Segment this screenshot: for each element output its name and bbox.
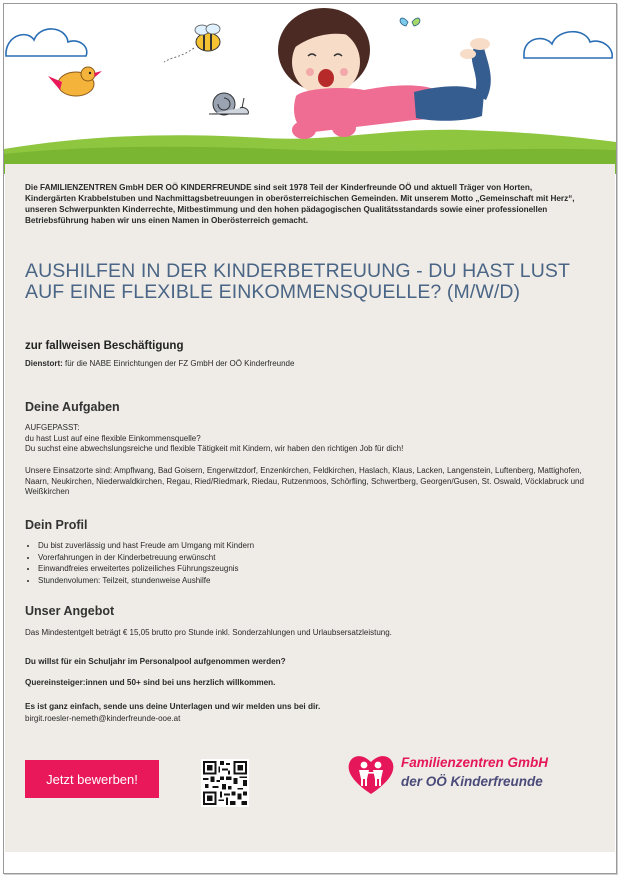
logo-line-1: Familienzentren GmbH xyxy=(401,755,549,770)
unterlagen-text: Es ist ganz einfach, sende uns deine Unterlagen und wir melden uns bei dir. xyxy=(25,702,321,711)
dienstort-label: Dienstort: xyxy=(25,359,63,368)
heart-children-logo xyxy=(347,752,395,796)
contact-email[interactable]: birgit.roesler-nemeth@kinderfreunde-ooe.at xyxy=(25,714,181,723)
cloud-left-icon xyxy=(6,29,87,56)
job-title: AUSHILFEN IN DER KINDERBETREUUNG - DU HAST LUST AUF EINE FLEXIBLE EINKOMMENSQUELLE? (M/W/D) xyxy=(25,260,570,303)
aufgaben-line: AUFGEPASST: xyxy=(25,423,80,432)
list-item: • Du bist zuverlässig und hast Freude am Umgang mit Kindern xyxy=(38,540,598,552)
qr-code[interactable] xyxy=(201,759,249,807)
company-logo xyxy=(347,752,597,796)
intro-paragraph: Die FAMILIENZENTREN GmbH DER OÖ KINDERFREUNDE sind seit 1978 Teil der Kinderfreunde OÖ und aktuell Träger von Horten, Kindergärten Krabbelstuben und Nachmittagsbetreuungen in oberösterreichischen Gemeinden. Mit unserem Motto „Gemeinschaft mit Herz“, unseren Schwerpunkten Kinderrechte, Mitbestimmung und den hohen pädagogischen Qualitätsstandards sowie einer professionellen Betriebsführung haben wir uns einen Namen in Oberösterreich gemacht. xyxy=(25,183,575,225)
list-item: • Stundenvolumen: Teilzeit, stundenweise Aushilfe xyxy=(38,575,598,587)
hero-illustration xyxy=(4,4,616,174)
personalpool-text: Du willst für ein Schuljahr im Personalpool aufgenommen werden? xyxy=(25,657,286,666)
angebot-text: Das Mindestentgelt beträgt € 15,05 brutto pro Stunde inkl. Sonderzahlungen und Urlaubsersatzleistung. xyxy=(25,628,392,637)
aufgaben-line: du hast Lust auf eine flexible Einkommensquelle? xyxy=(25,433,201,443)
cloud-right-icon xyxy=(524,32,612,58)
girl-illustration xyxy=(278,8,491,139)
apply-button[interactable]: Jetzt bewerben! xyxy=(25,760,159,798)
bee-icon xyxy=(164,24,220,62)
profil-heading: Dein Profil xyxy=(25,518,88,532)
content-panel xyxy=(5,164,615,852)
butterfly-icon xyxy=(400,18,420,26)
dienstort-line xyxy=(25,359,294,368)
aufgaben-heading: Deine Aufgaben xyxy=(25,400,120,414)
aufgaben-line: Du suchst eine abwechslungsreiche und flexible Tätigkeit mit Kindern, wir haben den richtigen Job für dich! xyxy=(25,444,404,453)
dienstort-value: für die NABE Einrichtungen der FZ GmbH der OÖ Kinderfreunde xyxy=(62,359,295,368)
angebot-heading: Unser Angebot xyxy=(25,604,115,618)
profil-list xyxy=(25,540,598,586)
list-item: • Einwandfreies erweitertes polizeiliches Führungszeugnis xyxy=(38,563,598,575)
list-item: • Vorerfahrungen in der Kinderbetreuung erwünscht xyxy=(38,552,598,564)
einsatzorte-text: Unsere Einsatzorte sind: Ampflwang, Bad Goisern, Engerwitzdorf, Enzenkirchen, Feldkirchen, Haslach, Klaus, Lacken, Langenstein, Luftenberg, Mattighofen, Naarn, Neukirchen, Niederwaldkirchen, Regau, Ried/Riedmark, Riedau, Rutzenmoos, Schörfling, Schwertberg, Georgen/Gusen, St. Oswald, Vöcklabruck und Weißkirchen xyxy=(25,466,584,496)
snail-icon xyxy=(209,93,248,115)
job-ad-page xyxy=(3,3,617,874)
bird-icon xyxy=(48,67,102,96)
aufgaben-text xyxy=(25,423,595,455)
employment-type: zur fallweisen Beschäftigung xyxy=(25,340,184,352)
logo-line-2: der OÖ Kinderfreunde xyxy=(401,774,543,789)
quereinsteiger-text: Quereinsteiger:innen und 50+ sind bei uns herzlich willkommen. xyxy=(25,678,276,687)
